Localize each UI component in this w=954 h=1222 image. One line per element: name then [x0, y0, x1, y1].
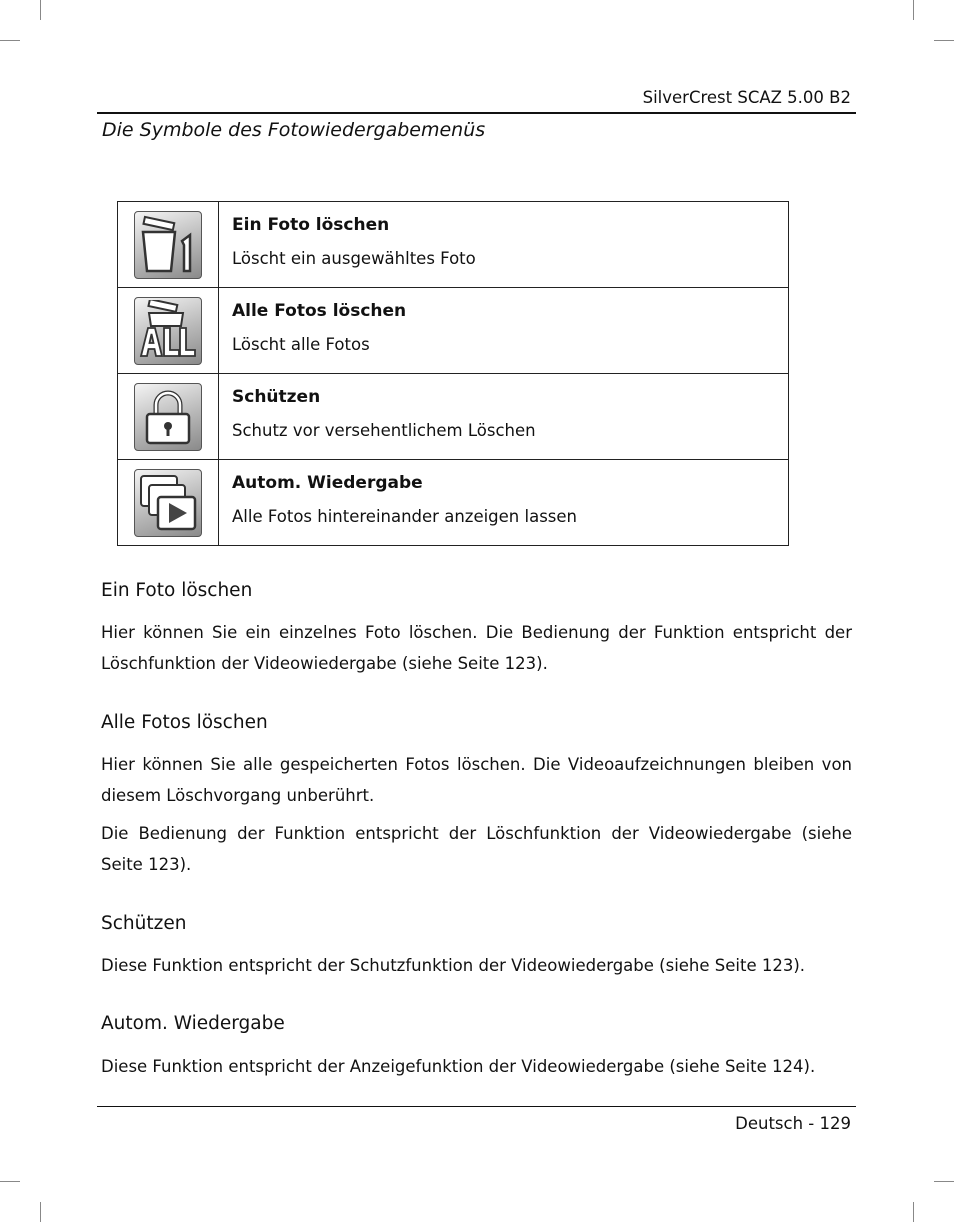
crop-mark [0, 40, 20, 41]
slideshow-icon [137, 472, 199, 534]
crop-mark [0, 1181, 20, 1182]
symbol-title: Alle Fotos löschen [232, 301, 407, 321]
trash-all-icon [137, 300, 199, 362]
section-title: Die Symbole des Fotowiedergabemenüs [102, 119, 486, 141]
symbol-description: Alle Fotos hintereinander anzeigen lassen [232, 507, 578, 526]
body-paragraph: Diese Funktion entspricht der Anzeigefunktion der Videowiedergabe (siehe Seite 124). [101, 1057, 816, 1076]
symbol-description: Löscht ein ausgewähltes Foto [232, 249, 476, 268]
symbol-title: Autom. Wiedergabe [232, 473, 423, 493]
page-number: Deutsch - 129 [735, 1114, 851, 1133]
table-row [118, 288, 789, 374]
subsection-heading: Autom. Wiedergabe [101, 1013, 285, 1034]
trash-one-icon [138, 215, 198, 275]
subsection-heading: Ein Foto löschen [101, 580, 253, 601]
crop-mark [913, 1202, 914, 1222]
footer-rule [97, 1106, 856, 1107]
lock-icon [138, 387, 198, 447]
crop-mark [934, 40, 954, 41]
body-paragraph: Hier können Sie ein einzelnes Foto löschen. Die Bedienung der Funktion entspricht der Löschfunktion der Videowiedergabe (siehe Seite 123). [101, 623, 852, 673]
body-paragraph: Hier können Sie alle gespeicherten Fotos löschen. Die Videoaufzeichnungen bleiben von diesem Löschvorgang unberührt. [101, 755, 852, 805]
body-paragraph: Diese Funktion entspricht der Schutzfunktion der Videowiedergabe (siehe Seite 123). [101, 956, 806, 975]
symbol-title: Ein Foto löschen [232, 215, 390, 235]
crop-mark [40, 0, 41, 20]
subsection-heading: Alle Fotos löschen [101, 712, 268, 733]
symbol-description: Löscht alle Fotos [232, 335, 370, 354]
symbol-description: Schutz vor versehentlichem Löschen [232, 421, 536, 440]
table-row [118, 460, 789, 546]
header-rule [97, 112, 856, 114]
crop-mark [40, 1202, 41, 1222]
body-paragraph: Die Bedienung der Funktion entspricht der Löschfunktion der Videowiedergabe (siehe Seite 123). [101, 824, 852, 874]
subsection-heading: Schützen [101, 913, 187, 934]
table-row [118, 374, 789, 460]
crop-mark [913, 0, 914, 20]
product-name: SilverCrest SCAZ 5.00 B2 [642, 88, 851, 107]
symbol-title: Schützen [232, 387, 321, 407]
crop-mark [934, 1181, 954, 1182]
symbol-table [117, 201, 789, 546]
table-row [118, 202, 789, 288]
